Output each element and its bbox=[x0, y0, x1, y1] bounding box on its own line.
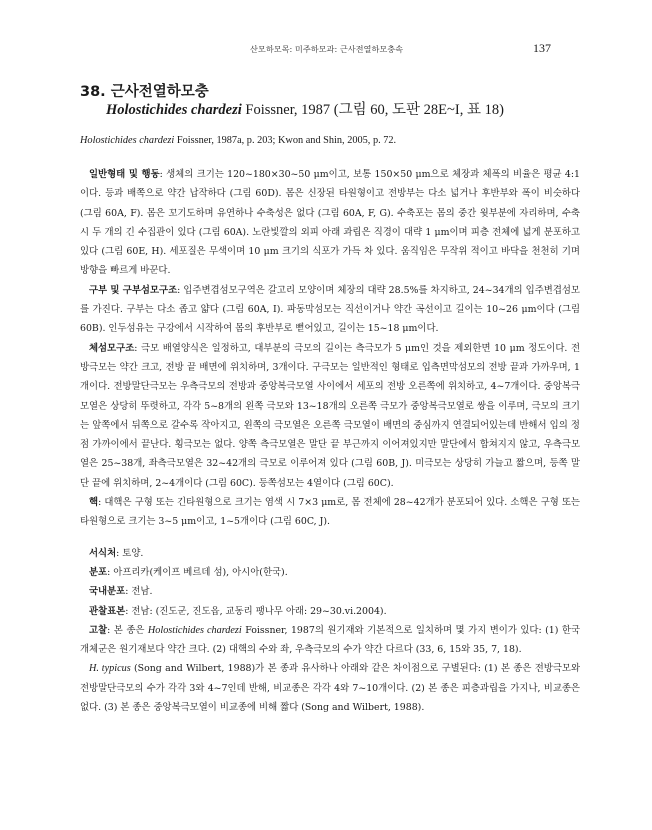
species-authority: Foissner, 1987 (그림 60, 도판 28E~I, 표 18) bbox=[241, 102, 504, 118]
spacer bbox=[80, 532, 580, 544]
label-oral: 구부 및 구부섬모구조 bbox=[89, 284, 178, 296]
paragraph-distribution: 분포: 아프리카(케이프 베르데 섬), 아시아(한국). bbox=[89, 566, 288, 578]
section-title: 38. 근사전열하모충 bbox=[80, 84, 209, 100]
paragraph-domestic: 국내분포: 전남. bbox=[89, 586, 153, 598]
label-nucleus: 핵 bbox=[89, 497, 99, 509]
paragraph-material: 관찰표본: 전남: (진도군, 진도읍, 교동리 팽나무 아래: 29~30.vi.2004). bbox=[89, 605, 387, 617]
species-name: Holostichides chardezi bbox=[106, 102, 242, 118]
page-number: 137 bbox=[533, 41, 551, 55]
paragraph-nucleus: 핵: 대핵은 구형 또는 긴타원형으로 크기는 염색 시 7×3 μm로, 몸 전체에 28~42개가 분포되어 있다. 소핵은 구형 또는 타원형으로 크기는 3~5 μm이고, 1~5개이다 (그림 60C, J). bbox=[80, 497, 580, 528]
label-distribution: 분포 bbox=[89, 566, 108, 578]
comparison-species: H. typicus bbox=[89, 663, 131, 675]
paragraph-oral: 구부 및 구부섬모구조: 입주변겹섬모구역은 갈고리 모양이며 체장의 대략 28.5%를 차지하고, 24~34개의 입주변겹섬모를 가진다. 구부는 다소 좁고 얇다 (그림 60A, I). 파동막섬모는 직선이거나 약간 곡선이고 길이는 10~26 μm이다 (그림 60B). 인두섬유는 구강에서 시작하여 몸의 후반부로 뻗어있고, 길이는 15~18 μm이다. bbox=[80, 284, 580, 335]
citation-refs: Foissner, 1987a, p. 203; Kwon and Shin, 2005, p. 72. bbox=[174, 135, 397, 146]
running-head: 산모하모목: 미주하모과: 근사전열하모충속 bbox=[250, 44, 404, 54]
species-heading bbox=[106, 98, 504, 119]
citation bbox=[80, 135, 396, 146]
remarks-species: Holostichides chardezi bbox=[147, 624, 242, 636]
paragraph-habitat: 서식처: 토양. bbox=[89, 547, 144, 559]
paragraph-remarks: 고찰: 본 종은 Holostichides chardezi Foissner, 1987의 원기재와 기본적으로 일치하며 몇 가지 변이가 있다: (1) 한국 개체군은 원기재보다 약간 크다. (2) 대핵의 수와 좌, 우측극모의 수가 약간 다르다 (33, 6, 15와 35, 7, 18). bbox=[80, 624, 581, 656]
paragraph-remarks-comparison: H. typicus (Song and Wilbert, 1988)가 본 종과 유사하나 아래와 같은 차이점으로 구별된다: (1) 본 종은 전방극모와 전방말단극모의 수가 각각 3와 4~7인데 반해, 비교종은 각각 4와 7~10개이다. (2) 본 종은 피층과립을 가지나, 비교종은 없다. (3) 본 종은 중앙복극모열이 비교종에 비해 짧다 (Song and Wilbert, 1988). bbox=[80, 663, 581, 714]
label-habitat: 서식처 bbox=[89, 547, 117, 559]
body-text bbox=[80, 165, 580, 717]
paragraph-general: 일반형태 및 행동: 생체의 크기는 120~180×30~50 μm이고, 보통 150×50 μm으로 체장과 체폭의 비율은 평균 4:1이다. 등과 배쪽으로 약간 납작하다 (그림 60D). 몸은 신장된 타원형이고 전방부는 다소 넓거나 후반부와 폭이 비슷하다 (그림 60A, F). 몸은 꼬기도하며 유연하나 수축성은 없다 (그림 60A, F, G). 수축포는 몸의 중간 윗부분에 자리하며, 수축시 두 개의 긴 수집관이 있다 (그림 60A). 노란빛깔의 외피 아래 과립은 직경이 대략 1 μm이며 피층 전체에 넓게 분포하고 있다 (그림 60E, H). 세포질은 무색이며 10 μm 크기의 식포가 가득 차 있다. 움직임은 무작위 적이고 바닥을 천천히 기며 방향을 빠르게 바꾼다. bbox=[80, 169, 580, 277]
paragraph-ciliature: 체섬모구조: 극모 배열양식은 일정하고, 대부분의 극모의 길이는 측극모가 5 μm인 것을 제외한면 10 μm 정도이다. 전방극모는 약간 크고, 전방 끝 배면에 위치하며, 3개이다. 구극모는 일반적인 형태로 입측면막섬모의 전방 끝과 가까우며, 1개이다. 전방말단극모는 우측극모의 전방과 중앙복극모열 사이에서 세포의 전방 오른쪽에 위치하고, 4~7개이다. 중앙복극모열은 상당히 뚜렷하고, 각각 5~8개의 왼쪽 극모와 13~18개의 오른쪽 극모가 중앙복극모열로 쌍을 이루며, 극모의 크기는 앞쪽에서 뒤쪽으로 갈수록 작아지고, 왼쪽의 극모열은 오른쪽 극모열이 배면의 중심까지 연결되어있는데 반해서 입의 정점 가까이에서 끝난다. 횡극모는 없다. 양쪽 측극모열은 말단 끝 부근까지 이어져있지만 말단에서 합쳐지지 않고, 우측극모열은 25~38개, 좌측극모열은 32~42개의 극모로 이루어져 있다 (그림 60B, J). 미극모는 상당히 가늘고 짧으며, 등쪽 말단 끝에 위치하며, 2~4개이다 (그림 60C). 등쪽섬모는 4열이다 (그림 60C). bbox=[80, 342, 580, 489]
label-remarks: 고찰 bbox=[89, 624, 108, 636]
label-ciliature: 체섬모구조 bbox=[89, 342, 135, 354]
label-material: 관찰표본 bbox=[89, 605, 126, 617]
citation-species: Holostichides chardezi bbox=[80, 135, 175, 146]
label-general: 일반형태 및 행동 bbox=[89, 169, 160, 180]
label-domestic: 국내분포 bbox=[89, 586, 126, 598]
